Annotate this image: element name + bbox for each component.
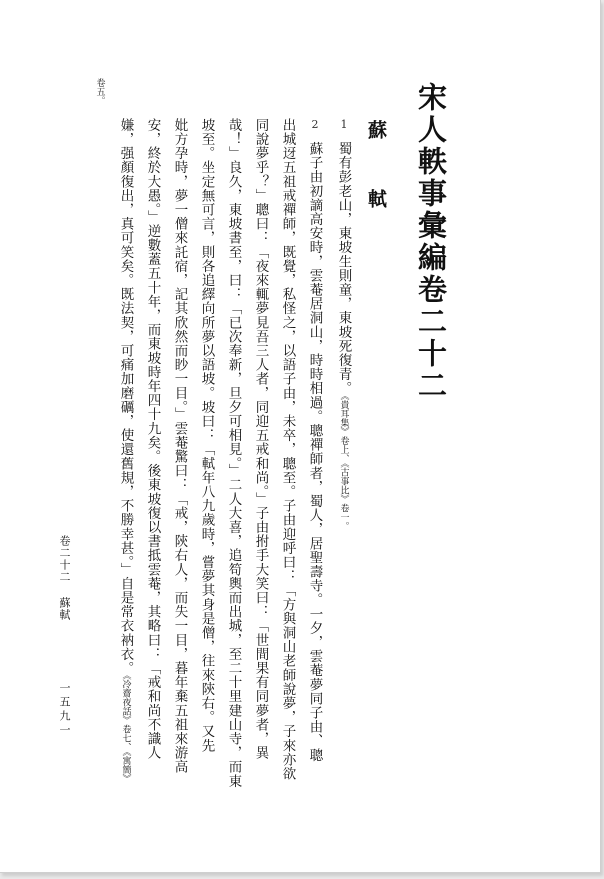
entry-2-line-1 — [307, 118, 321, 762]
entry-2-line-5 — [199, 118, 213, 753]
page-number: 一五九一 — [58, 682, 71, 738]
entry-2-line-8 — [118, 118, 132, 783]
book-title: 宋人軼事彙編卷二十二 — [414, 82, 448, 402]
source-note: 《貴耳集》卷上、《古事比》卷一。 — [338, 395, 349, 531]
text-segment: 出城迓五祖戒禪師，既覺，私怪之，以語子由，未卒，聰至。子由迎呼曰：「方與洞山老師說夢，子來亦欲 — [279, 118, 296, 781]
entry-2-line-3 — [253, 118, 267, 760]
text-segment: 蘇子由初謫高安時，雲菴居洞山，時時相過。聰禪師者，蜀人，居聖壽寺。一夕，雲菴夢同子由、聰 — [306, 141, 323, 763]
text-segment: 妣方孕時，夢一僧來託宿，記其欣然而眇一目。」雲菴驚曰：「戒，陝右人，而失一目，暮年棄五祖來游高 — [171, 118, 188, 774]
text-segment: 坡至。坐定無可言，則各追繹向所夢以語坡。坡曰：「軾年八九歲時，嘗夢其身是僧，往來陝右。又先 — [198, 118, 215, 753]
text-segment: 蜀有彭老山，東坡生則童，東坡死復青。 — [335, 141, 352, 396]
source-note: 卷五。 — [94, 78, 105, 105]
running-head: 卷二十二 蘇軾 — [58, 535, 71, 621]
text-segment: 哉！」良久，東坡書至，曰：「已次奉新，旦夕可相見。」二人大喜，追笱輿而出城，至二十里建山寺，而東 — [225, 118, 242, 789]
text-segment: 同說夢乎？」聰曰：「夜來輒夢見吾三人者，同迎五戒和尚。」子由拊手大笑曰：「世間果有同夢者，異 — [252, 118, 269, 760]
entry-2-line-6 — [172, 118, 186, 774]
entry-number: 1 — [337, 118, 351, 132]
text-segment: 嫌，强顏復出，真可笑矣。既法契，可痛加磨礪，使還舊規，不勝幸甚。」自是常衣衲衣。 — [117, 118, 134, 676]
source-note: 《冷齋夜話》卷七、《寓簡》 — [120, 675, 131, 784]
entry-1-line-1 — [336, 118, 350, 530]
entry-2-line-4 — [226, 118, 240, 788]
entry-number: 2 — [308, 118, 322, 132]
entry-2-line-9 — [92, 78, 106, 105]
entry-2-line-2 — [280, 118, 294, 781]
section-author: 蘇 軾 — [365, 120, 387, 222]
entry-2-line-7 — [145, 118, 159, 760]
text-segment: 安，終於大愚。」逆數蓋五十年，而東坡時年四十九矣。後東坡復以書抵雲菴，其略曰：「戒和尚不識人 — [144, 118, 161, 760]
